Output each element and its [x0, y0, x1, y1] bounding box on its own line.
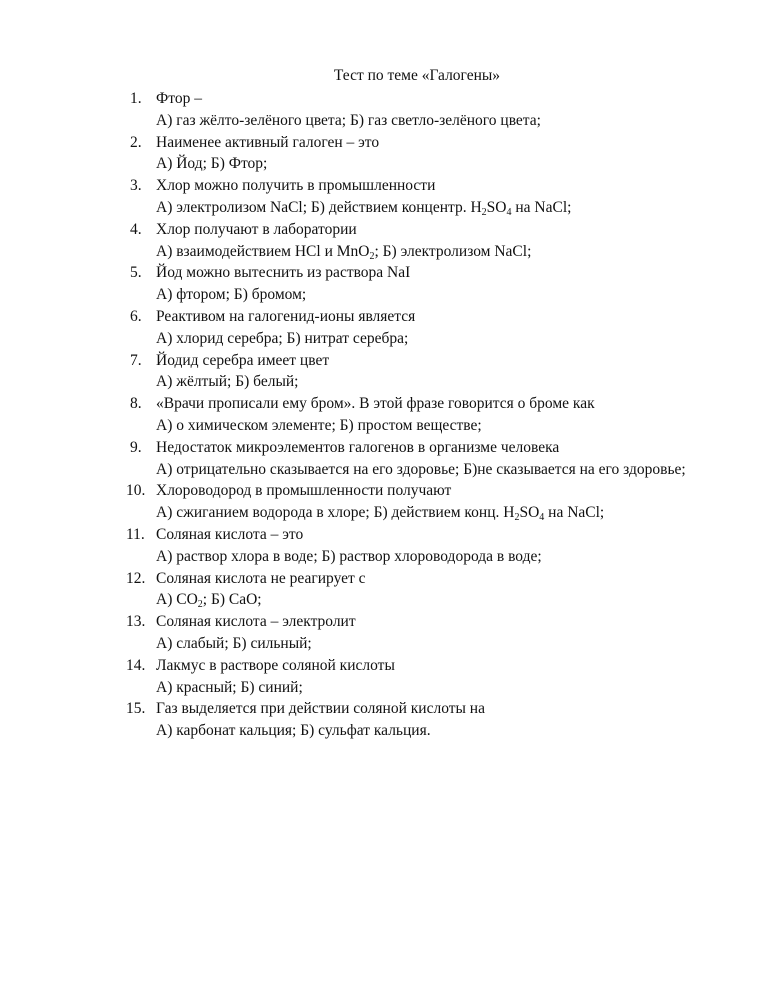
document-title: Тест по теме «Галогены»: [333, 67, 501, 84]
question-text: Соляная кислота не реагирует с: [156, 569, 366, 587]
question-text: Газ выделяется при действии соляной кислоты на: [156, 700, 485, 718]
question-number: 5.: [130, 264, 142, 282]
question-number: 10.: [126, 482, 146, 500]
question-number: 4.: [130, 220, 142, 238]
answer-options: А) электролизом NaCl; Б) действием концентр. $H_2SO_4$ на NaCl;: [156, 198, 572, 218]
question-4: [0, 219, 768, 263]
question-text: Хлор можно получить в промышленности: [156, 177, 436, 195]
answer-options: А) хлорид серебра; Б) нитрат серебра;: [156, 329, 409, 347]
question-number: 13.: [126, 613, 146, 631]
question-text: Недостаток микроэлементов галогенов в организме человека: [156, 438, 560, 456]
question-12: [0, 568, 768, 612]
question-number: 1.: [130, 90, 142, 107]
question-number: 2.: [130, 133, 142, 151]
question-number: 8.: [130, 395, 142, 413]
answer-options: А) взаимодействием HCl и MnO$_2$; Б) электролизом NaCl;: [156, 242, 532, 262]
question-text: «Врачи прописали ему бром». В этой фразе говорится о броме как: [156, 395, 595, 413]
question-3: [0, 175, 768, 219]
answer-options: А) красный; Б) синий;: [156, 678, 303, 696]
question-text: Реактивом на галогенид-ионы является: [156, 307, 416, 325]
question-1: [0, 88, 768, 132]
question-7: [0, 350, 768, 394]
answer-options: А) отрицательно сказывается на его здоровье; Б)не сказывается на его здоровье;: [156, 460, 686, 478]
answer-options: А) карбонат кальция; Б) сульфат кальция.: [156, 722, 431, 740]
answer-options: А) жёлтый; Б) белый;: [156, 373, 299, 391]
question-10: [0, 480, 768, 524]
question-13: [0, 611, 768, 655]
question-11: [0, 524, 768, 568]
answer-options: А) фтором; Б) бромом;: [156, 286, 307, 304]
question-text: Наименее активный галоген – это: [156, 133, 380, 151]
question-number: 7.: [130, 351, 142, 369]
question-text: Хлороводород в промышленности получают: [156, 482, 452, 500]
question-5: [0, 262, 768, 306]
question-number: 14.: [126, 656, 146, 674]
question-8: [0, 393, 768, 437]
question-2: [0, 132, 768, 176]
answer-options: А) раствор хлора в воде; Б) раствор хлороводорода в воде;: [156, 547, 542, 565]
answer-options: А) газ жёлто-зелёного цвета; Б) газ светло-зелёного цвета;: [156, 111, 541, 129]
question-text: Соляная кислота – электролит: [156, 613, 356, 631]
question-text: Соляная кислота – это: [156, 525, 304, 543]
question-text: Лакмус в растворе соляной кислоты: [156, 656, 395, 674]
question-15: [0, 698, 768, 742]
question-number: 6.: [130, 307, 142, 325]
question-text: Хлор получают в лаборатории: [156, 220, 357, 238]
answer-options: А) о химическом элементе; Б) простом веществе;: [156, 416, 482, 434]
question-14: [0, 655, 768, 699]
question-number: 11.: [126, 525, 145, 543]
answer-options: А) Йод; Б) Фтор;: [156, 155, 268, 173]
question-number: 3.: [130, 177, 142, 195]
question-number: 12.: [126, 569, 146, 587]
question-number: 9.: [130, 438, 142, 456]
answer-options: А) сжиганием водорода в хлоре; Б) действием конц. $H_2SO_4$ на NaCl;: [156, 504, 605, 524]
question-text: Йод можно вытеснить из раствора NaI: [156, 264, 411, 282]
question-list: [0, 88, 768, 742]
question-number: 15.: [126, 700, 146, 718]
question-9: [0, 437, 768, 481]
question-text: Фтор –: [156, 90, 202, 107]
answer-options: А) $CO_2$; Б) CaO;: [156, 591, 262, 611]
answer-options: А) слабый; Б) сильный;: [156, 634, 312, 652]
question-6: [0, 306, 768, 350]
question-text: Йодид серебра имеет цвет: [156, 351, 330, 369]
